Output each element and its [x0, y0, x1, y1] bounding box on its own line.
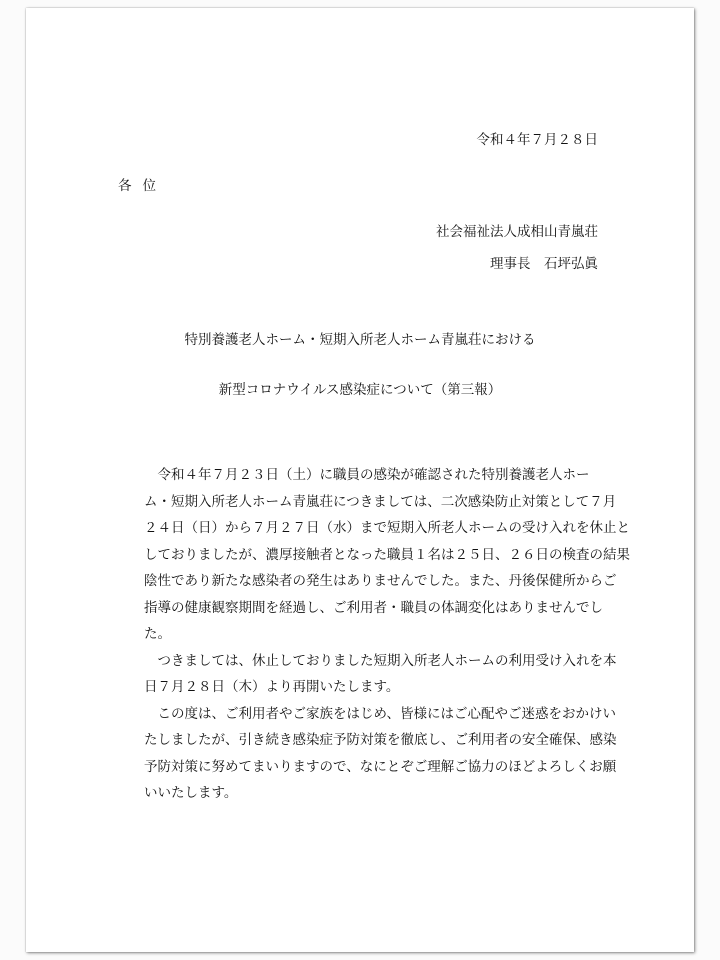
- body-line: 指導の健康観察期間を経過し、ご利用者・職員の体調変化はありませんでし: [144, 599, 603, 616]
- body-line: た。: [144, 626, 171, 642]
- body-line: ム・短期入所老人ホーム青嵐荘につきましては、二次感染防止対策として７月: [144, 493, 617, 510]
- document-date: 令和４年７月２８日: [476, 132, 598, 148]
- body-line: 日７月２８日（木）より再開いたします。: [144, 679, 400, 695]
- chairman-name: 理事長 石坪弘眞: [490, 256, 598, 272]
- body-line: たしましたが、引き続き感染症予防対策を徹底し、ご利用者の安全確保、感染: [144, 732, 617, 748]
- body-line: つきましては、休止しておりました短期入所老人ホームの利用受け入れを本: [144, 652, 617, 669]
- body-line: 令和４年７月２３日（土）に職員の感染が確認された特別養護老人ホー: [144, 467, 590, 483]
- body-line: しておりましたが、濃厚接触者となった職員１名は２５日、２６日の検査の結果: [144, 546, 630, 563]
- document-title-line-1: 特別養護老人ホーム・短期入所老人ホーム青嵐荘における: [184, 332, 536, 348]
- body-line: この度は、ご利用者やご家族をはじめ、皆様にはご心配やご迷惑をおかけい: [144, 705, 616, 722]
- body-line: 陰性であり新たな感染者の発生はありませんでした。また、丹後保健所からご: [144, 573, 617, 589]
- body-line: 予防対策に努めてまいりますので、なにとぞご理解ご協力のほどよろしくお願: [144, 758, 617, 775]
- document-body: [144, 462, 630, 807]
- document-title-line-2: 新型コロナウイルス感染症について（第三報）: [218, 382, 502, 398]
- addressee: 各位: [118, 178, 167, 194]
- organization-name: 社会福祉法人成相山青嵐荘: [436, 224, 598, 240]
- body-line: ２４日（日）から７月２７日（水）まで短期入所老人ホームの受け入れを休止と: [144, 520, 630, 536]
- body-line: いいたします。: [144, 785, 238, 801]
- document-page: [26, 8, 694, 952]
